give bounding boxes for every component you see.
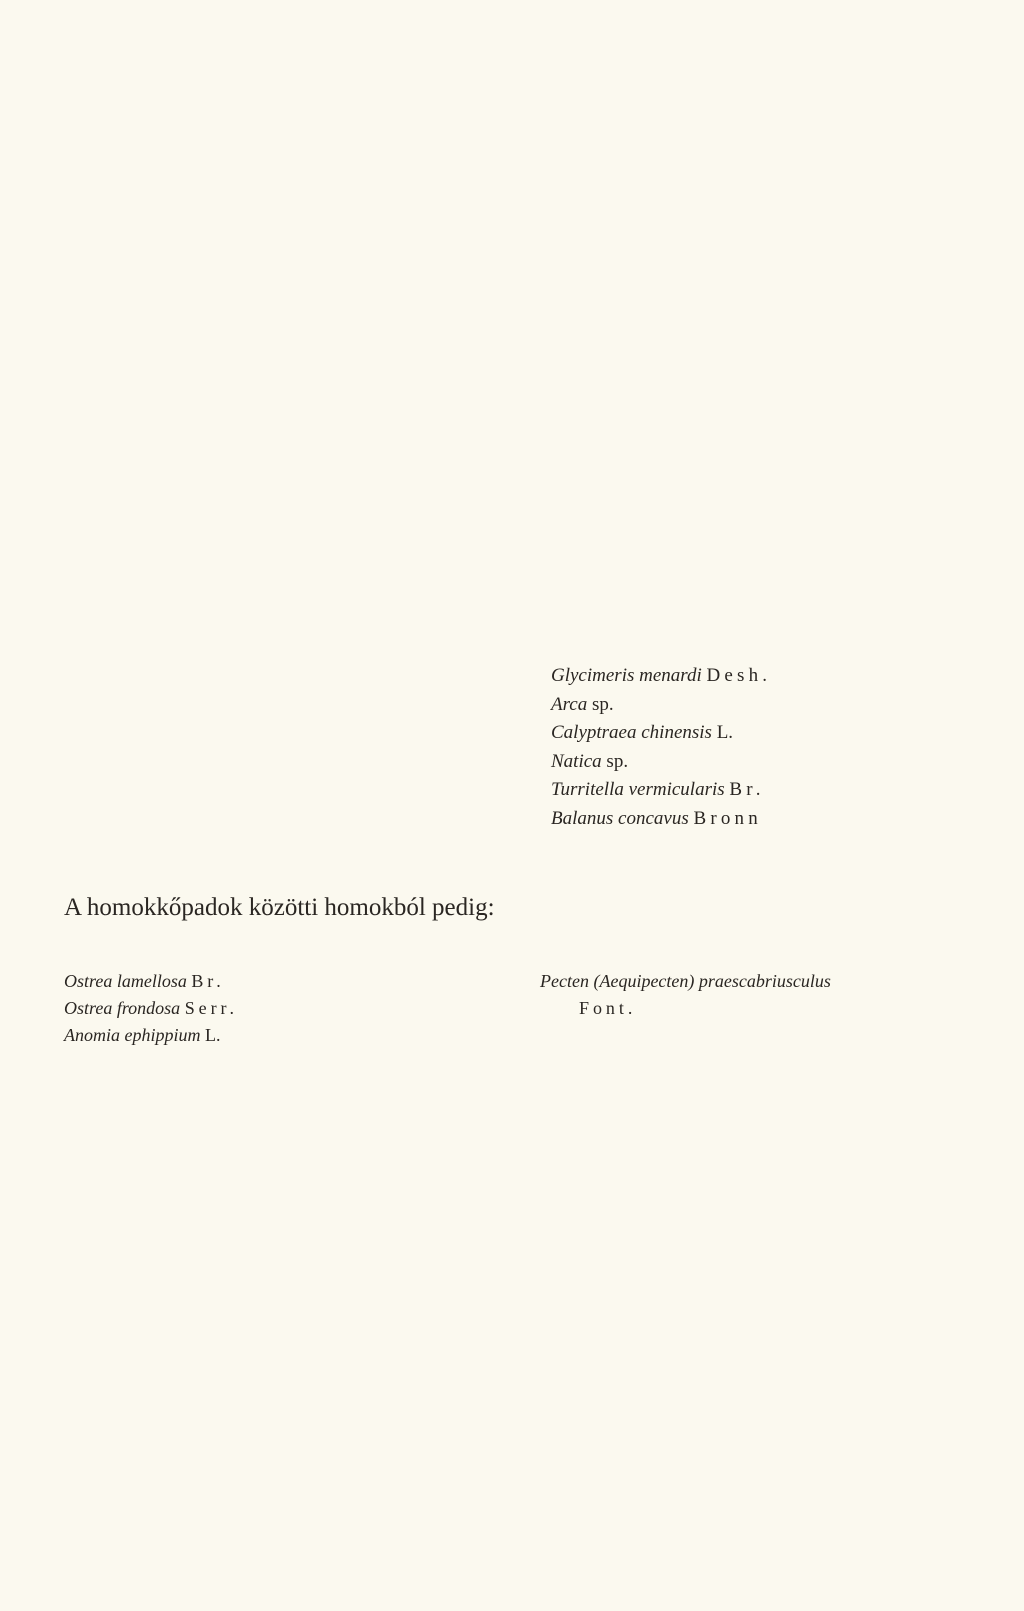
taxon-name: Balanus concavus: [551, 807, 689, 829]
taxon-name: Ostrea lamellosa: [64, 971, 187, 991]
list-item: [551, 776, 771, 805]
list-item: [551, 805, 771, 834]
taxon-name: Arca: [551, 693, 588, 715]
taxon-author: Desh.: [706, 665, 772, 686]
taxon-author: sp.: [591, 693, 614, 715]
taxon-name: Ostrea frondosa: [64, 998, 181, 1018]
taxon-name: Glycimeris menardi: [551, 665, 702, 686]
list-item: [551, 691, 771, 720]
taxon-author: Bronn: [693, 807, 762, 829]
taxon-author: Br.: [191, 971, 225, 991]
list-item: [64, 1022, 238, 1049]
taxon-name: Turritella vermicularis: [551, 779, 725, 800]
taxon-author: Br.: [729, 779, 765, 800]
taxon-name: Anomia ephippium: [64, 1025, 201, 1045]
species-list-right: [540, 968, 831, 1022]
species-list-upper: [551, 662, 771, 833]
taxon-name: Natica: [551, 750, 602, 772]
taxon-author: L.: [716, 722, 734, 743]
lead-sentence: A homokkőpadok közötti homokból pedig:: [64, 894, 495, 921]
taxon-name: Pecten (Aequipecten) praescabriusculus: [540, 971, 831, 991]
list-item: [64, 968, 238, 995]
taxon-author: Serr.: [184, 998, 238, 1018]
list-item-continuation: [540, 995, 831, 1022]
list-item: [551, 748, 771, 777]
list-item: [64, 995, 238, 1022]
taxon-author: L.: [205, 1025, 221, 1045]
list-item: [551, 662, 771, 691]
taxon-author: sp.: [606, 750, 629, 772]
list-item: [551, 719, 771, 748]
species-list-left: [64, 968, 238, 1049]
taxon-name: Calyptraea chinensis: [551, 722, 712, 743]
taxon-author: Font.: [579, 998, 637, 1018]
list-item: [540, 968, 831, 995]
